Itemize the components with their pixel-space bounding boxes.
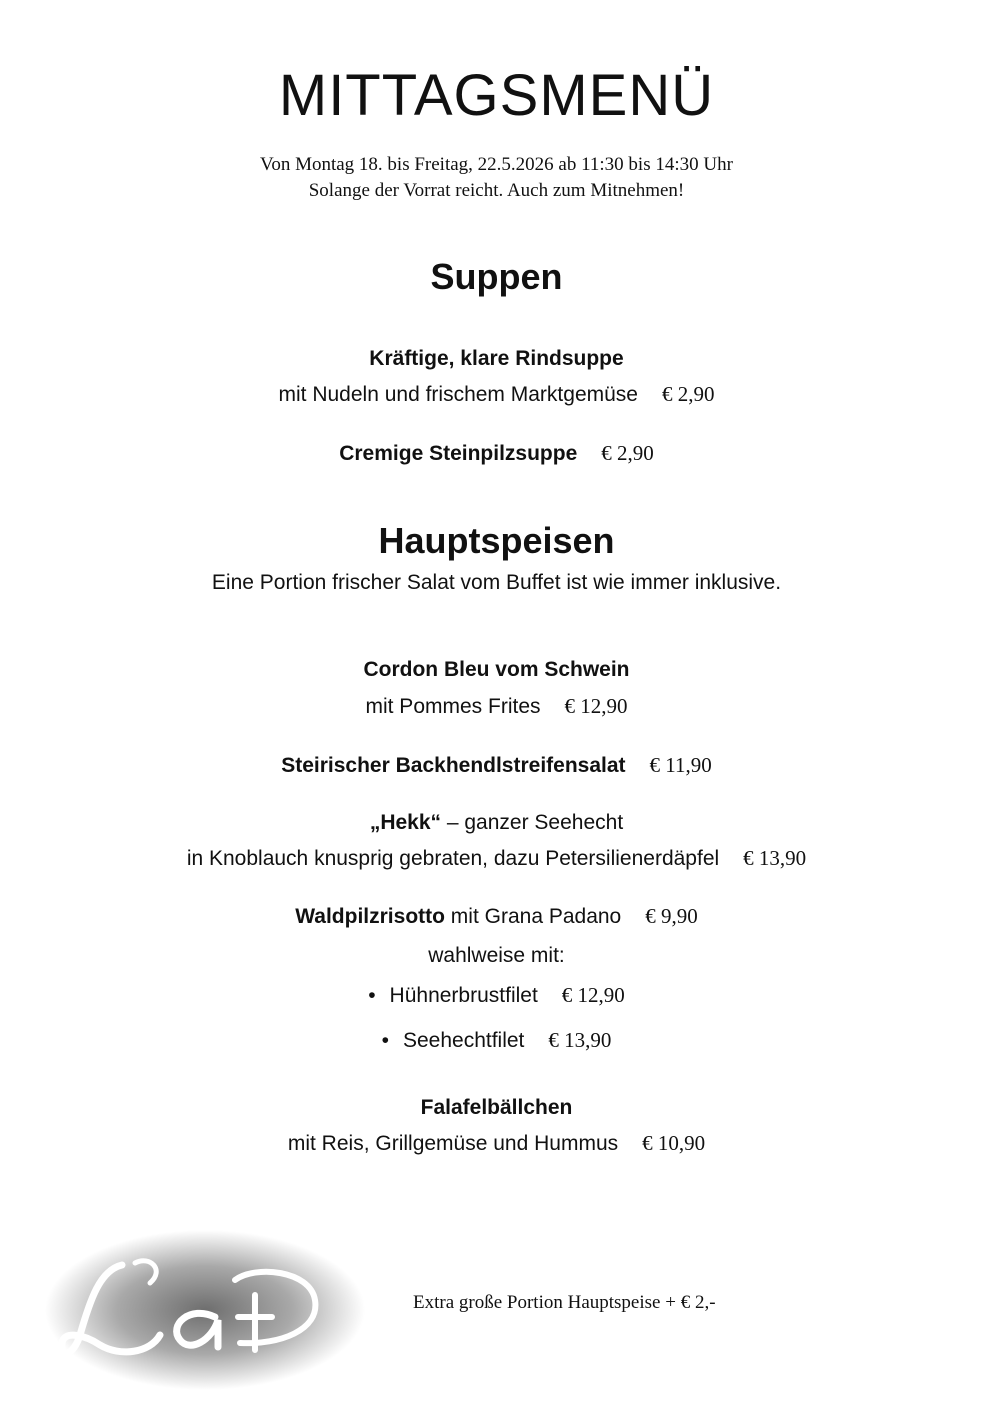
menu-availability-note: Solange der Vorrat reicht. Auch zum Mitnehmen! — [308, 180, 685, 201]
main-4-option-1 — [0, 983, 993, 1008]
main-3-name: „Hekk“ — [369, 811, 442, 834]
main-5-name: Falafelbällchen — [420, 1096, 573, 1119]
bullet-icon: • — [381, 1029, 389, 1052]
main-2-name: Steirischer Backhendlstreifensalat — [281, 754, 626, 777]
logo-icon — [40, 1225, 370, 1395]
main-1-desc: mit Pommes Frites — [365, 695, 541, 718]
main-4-option-2 — [0, 1028, 993, 1053]
section-heading-soups: Suppen — [430, 256, 563, 297]
soup-2-price: € 2,90 — [601, 441, 654, 465]
main-3-name-suffix: – ganzer Seehecht — [441, 811, 624, 834]
main-4-line — [0, 904, 993, 929]
main-3-price: € 13,90 — [743, 846, 807, 870]
soup-1-line — [0, 382, 993, 407]
soup-2-line — [0, 441, 993, 466]
main-5-desc: mit Reis, Grillgemüse und Hummus — [287, 1132, 619, 1155]
main-1-name: Cordon Bleu vom Schwein — [363, 658, 630, 681]
main-5-line — [0, 1131, 993, 1156]
main-1-price: € 12,90 — [564, 694, 628, 718]
main-4-price: € 9,90 — [645, 904, 698, 928]
main-4-options-label: wahlweise mit: — [428, 944, 565, 967]
main-2-line — [0, 753, 993, 778]
main-4-option-1-price: € 12,90 — [561, 983, 625, 1007]
menu-title: MITTAGSMENÜ — [278, 63, 715, 128]
mains-salad-note: Eine Portion frischer Salat vom Buffet ist wie immer inklusive. — [211, 571, 782, 594]
main-3-title-line — [0, 811, 993, 835]
main-4-option-1-label: Hühnerbrustfilet — [389, 984, 538, 1007]
main-5-price: € 10,90 — [642, 1131, 706, 1155]
main-3-desc: in Knoblauch knusprig gebraten, dazu Petersilienerdäpfel — [186, 847, 720, 870]
bullet-icon: • — [368, 984, 376, 1007]
section-heading-mains: Hauptspeisen — [378, 520, 615, 561]
main-4-option-2-price: € 13,90 — [548, 1028, 612, 1052]
soup-2-name: Cremige Steinpilzsuppe — [339, 442, 578, 465]
extra-portion-note: Extra große Portion Hauptspeise + € 2,- — [413, 1292, 716, 1313]
main-4-name: Waldpilzrisotto — [295, 905, 445, 928]
restaurant-logo — [40, 1225, 370, 1395]
soup-1-desc: mit Nudeln und frischem Marktgemüse — [278, 383, 638, 406]
main-4-name-suffix: mit Grana Padano — [444, 905, 622, 928]
main-2-price: € 11,90 — [649, 753, 712, 777]
soup-1-price: € 2,90 — [661, 382, 715, 406]
main-3-line — [0, 846, 993, 871]
main-1-line — [0, 694, 993, 719]
menu-dates: Von Montag 18. bis Freitag, 22.5.2026 ab 11:30 bis 14:30 Uhr — [260, 154, 733, 175]
soup-1-name: Kräftige, klare Rindsuppe — [369, 347, 624, 370]
main-4-option-2-label: Seehechtfilet — [402, 1029, 525, 1052]
